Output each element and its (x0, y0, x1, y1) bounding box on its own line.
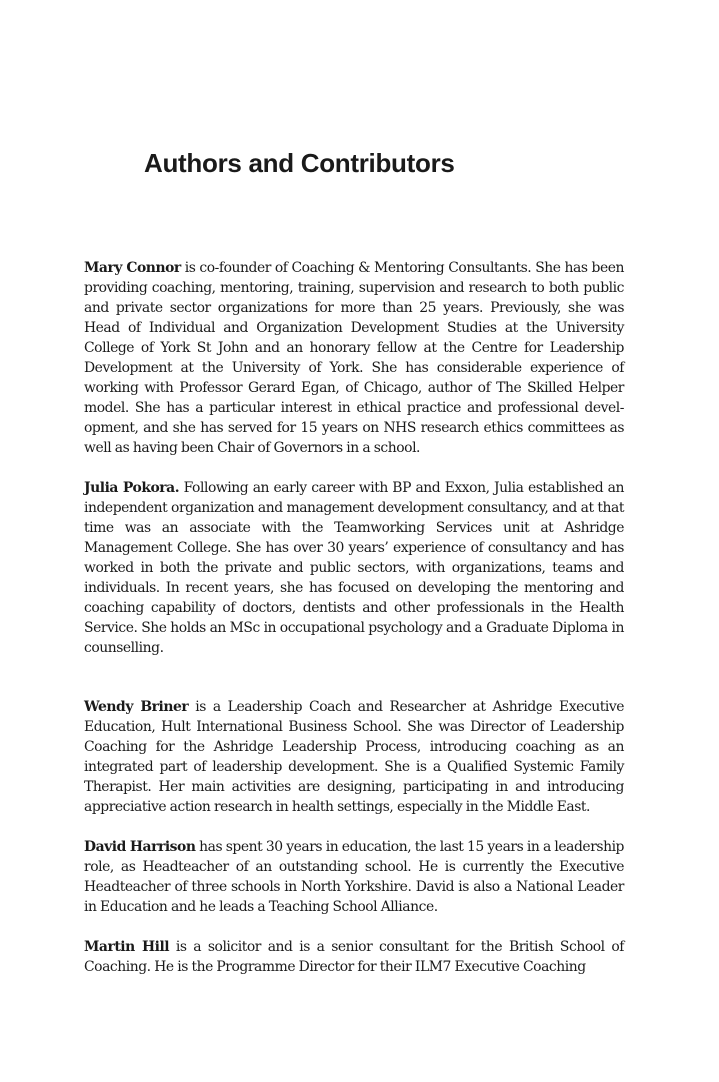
bio-paragraph-wendy-briner (84, 697, 624, 817)
bio-text: has spent 30 years in education, the last 15 years in a leadership role, as Headteacher of an outstanding school. He is currently the Executive Headteacher of three schools in North Yorkshire. David is also a National Leader in Education and he leads a Teaching School Alliance. (84, 839, 625, 915)
bio-paragraph-mary-connor (84, 258, 624, 458)
author-name: Julia Pokora. (84, 480, 180, 496)
author-name: David Harrison (84, 839, 196, 855)
author-name: Mary Connor (84, 260, 181, 276)
page-title: Authors and Contributors (144, 148, 455, 178)
author-name: Wendy Briner (84, 699, 189, 715)
bio-paragraph-david-harrison (84, 837, 624, 917)
bio-text: is co-founder of Coaching & Mentoring Consultants. She has been providing coaching, mentoring, training, supervision and research to both public and private sector organizations for more than 25 years. Previously, she was Head of Individual and Organization Development Studies at the University College of York St John and an honorary fellow at the Centre for Leadership Development at the University of York. She has considerable experience of working with Professor Gerard Egan, of Chicago, author of The Skilled Helper model. She has a particular interest in ethical practice and professional devel-opment, and she has served for 15 years on NHS research ethics committees as well as having been Chair of Governors in a school. (84, 260, 624, 456)
bio-paragraph-julia-pokora (84, 478, 624, 658)
bio-text: is a Leadership Coach and Researcher at Ashridge Executive Education, Hult International Business School. She was Director of Leadership Coaching for the Ashridge Leadership Process, introducing coaching as an integrated part of leadership development. She is a Qualified Systemic Family Therapist. Her main activities are designing, participating in and introducing appreciative action research in health settings, especially in the Middle East. (84, 699, 624, 815)
bio-text: is a solicitor and is a senior consultant for the British School of Coaching. He is the Programme Director for their ILM7 Executive Coaching (84, 939, 624, 975)
bio-text: Following an early career with BP and Exxon, Julia established an independent organization and management development consultancy, and at that time was an associate with the Teamworking Services unit at Ashridge Management College. She has over 30 years’ experience of consultancy and has worked in both the private and public sectors, with organizations, teams and individuals. In recent years, she has focused on developing the mentoring and coaching capability of doctors, dentists and other professionals in the Health Service. She holds an MSc in occupational psychology and a Graduate Diploma in counselling. (84, 480, 624, 656)
bio-paragraph-martin-hill (84, 937, 624, 977)
author-name: Martin Hill (84, 939, 170, 955)
